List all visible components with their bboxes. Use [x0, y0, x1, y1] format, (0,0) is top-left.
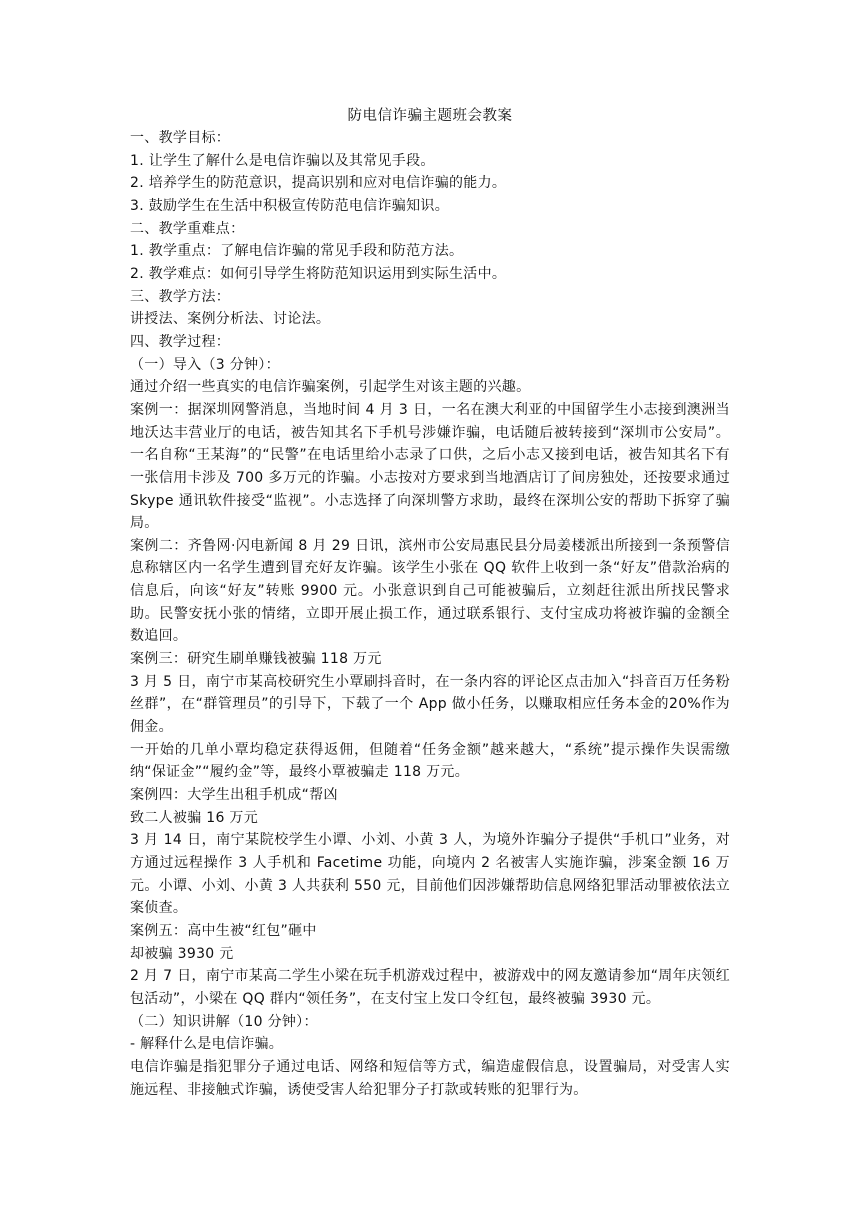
knowledge-paragraph: 电信诈骗是指犯罪分子通过电话、网络和短信等方式，编造虚假信息，设置骗局，对受害人实施远程、非接触式诈骗，诱使受害人给犯罪分子打款或转账的犯罪行为。	[130, 1058, 730, 1098]
document-title: 防电信诈骗主题班会教案	[347, 108, 513, 124]
key-point-item: 1. 教学重点：了解电信诈骗的常见手段和防范方法。	[130, 243, 464, 260]
case-heading: 案例四：大学生出租手机成“帮凶	[130, 787, 338, 804]
case-paragraph: 2 月 7 日，南宁市某高二学生小梁在玩手机游戏过程中，被游戏中的网友邀请参加“周年庆领红包活动”，小梁在 QQ 群内“领任务”，在支付宝上发口令红包，最终被骗 3930 元。	[130, 968, 730, 1007]
methods-text: 讲授法、案例分析法、讨论法。	[130, 311, 331, 328]
case-heading: 案例三：研究生刷单赚钱被骗 118 万元	[130, 651, 382, 668]
section-heading-process: 四、教学过程：	[130, 333, 231, 350]
case-paragraph: 案例一：据深圳网警消息，当地时间 4 月 3 日，一名在澳大利亚的中国留学生小志接到澳洲当地沃达丰营业厅的电话，被告知其名下手机号涉嫌诈骗，电话随后被转接到“深圳市公安局”。一名自称“王某海”的“民警”在电话里给小志录了口供，之后小志又接到电话，被告知其名下有一张信用卡涉及 700 多万元的诈骗。小志按对方要求到当地酒店订了间房独处，还按要求通过 Skype 通讯软件接受“监视”。小志选择了向深圳警方求助，最终在深圳公安的帮助下拆穿了骗局。	[130, 401, 730, 532]
objective-item: 3. 鼓励学生在生活中积极宣传防范电信诈骗知识。	[130, 197, 450, 214]
knowledge-item: - 解释什么是电信诈骗。	[130, 1036, 284, 1053]
case-heading: 致二人被骗 16 万元	[130, 809, 259, 826]
case-paragraph: 3 月 14 日，南宁某院校学生小谭、小刘、小黄 3 人，为境外诈骗分子提供“手机口”业务，对方通过远程操作 3 人手机和 Facetime 功能，向境内 2 名被害人实施诈骗，涉案金额 16 万元。小谭、小刘、小黄 3 人共获利 550 元，目前他们因涉嫌帮助信息网络犯罪活动罪被依法立案侦查。	[130, 832, 730, 917]
case-heading: 案例五：高中生被“红包”砸中	[130, 922, 317, 939]
subsection-heading-intro: （一）导入（3 分钟）：	[130, 356, 280, 373]
document-page	[130, 105, 730, 1101]
objective-item: 1. 让学生了解什么是电信诈骗以及其常见手段。	[130, 152, 435, 169]
section-heading-key-points: 二、教学重难点：	[130, 220, 245, 237]
case-heading: 却被骗 3930 元	[130, 945, 234, 962]
subsection-heading-knowledge: （二）知识讲解（10 分钟）：	[130, 1013, 318, 1030]
case-paragraph: 3 月 5 日，南宁市某高校研究生小覃刷抖音时，在一条内容的评论区点击加入“抖音百万任务粉丝群”，在“群管理员”的引导下，下载了一个 App 做小任务，以赚取相应任务本金的20%作为佣金。	[130, 673, 730, 736]
key-point-item: 2. 教学难点：如何引导学生将防范知识运用到实际生活中。	[130, 265, 507, 282]
section-heading-methods: 三、教学方法：	[130, 288, 231, 305]
section-heading-objectives: 一、教学目标：	[130, 130, 231, 146]
case-paragraph: 一开始的几单小覃均稳定获得返佣，但随着“任务金额”越来越大，“系统”提示操作失误需缴纳“保证金”“履约金”等，最终小覃被骗走 118 万元。	[130, 741, 730, 781]
objective-item: 2. 培养学生的防范意识，提高识别和应对电信诈骗的能力。	[130, 175, 507, 192]
intro-text: 通过介绍一些真实的电信诈骗案例，引起学生对该主题的兴趣。	[130, 379, 531, 396]
case-paragraph: 案例二：齐鲁网·闪电新闻 8 月 29 日讯，滨州市公安局惠民县分局姜楼派出所接到一条预警信息称辖区内一名学生遭到冒充好友诈骗。该学生小张在 QQ 软件上收到一条“好友”借款治病的信息后，向该“好友”转账 9900 元。小张意识到自己可能被骗后，立刻赶往派出所找民警求助。民警安抚小张的情绪，立即开展止损工作，通过联系银行、支付宝成功将被诈骗的金额全数追回。	[130, 537, 730, 645]
